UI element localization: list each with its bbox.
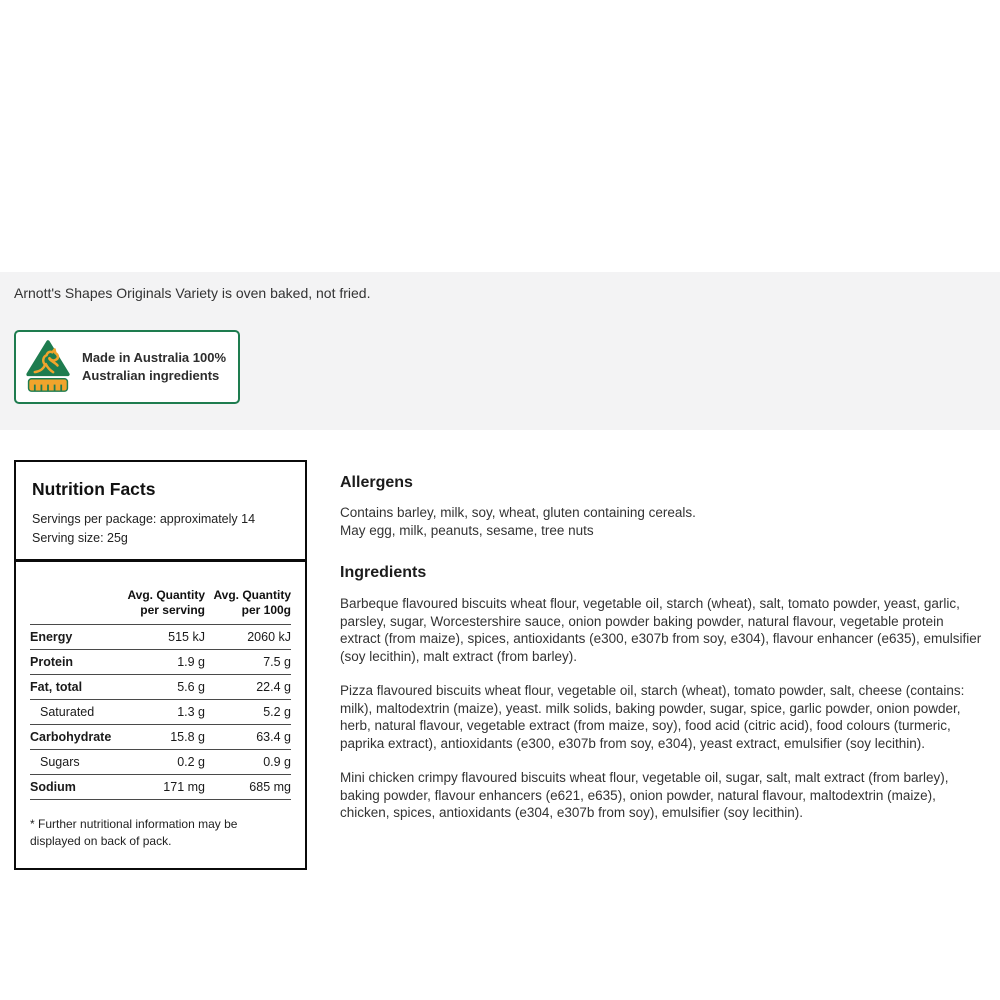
nutrient-label: Sugars [40,755,80,769]
nutrition-table-column-headers [30,562,291,625]
badge-text [82,349,226,385]
nutrient-label: Protein [30,655,74,669]
nutrient-label: Saturated [40,705,95,719]
nutrient-label: Sodium [30,780,76,794]
nutrient-row-fat-total [30,675,291,700]
value-per-100g: 22.4 g [256,680,291,694]
nutrition-facts-panel [14,460,307,870]
allergens-contains-text: Contains barley, milk, soy, wheat, gluten containing cereals. [340,505,696,520]
value-per-100g: 5.2 g [263,705,291,719]
nutrition-facts-title: Nutrition Facts [32,479,156,499]
allergens-ingredients-column [340,460,985,839]
nutrition-content-section [14,460,985,870]
nutrient-row-carbohydrate [30,725,291,750]
value-per-serving: 515 kJ [168,630,205,644]
australian-made-kangaroo-icon [26,338,70,396]
value-per-100g: 685 mg [249,780,291,794]
value-per-serving: 171 mg [163,780,205,794]
value-per-serving: 15.8 g [170,730,205,744]
nutrition-footnote: * Further nutritional information may be displayed on back of pack. [30,817,238,848]
badge-text-line2: Australian ingredients [82,368,220,383]
nutrient-row-protein [30,650,291,675]
ingredients-paragraph-chicken-crimpy: Mini chicken crimpy flavoured biscuits wheat flour, vegetable oil, sugar, salt, malt extract (from barley), baking powder, flavour enhancers (e621, e635), onion powder, natural flavour, maltodextrin (maize), chicken, spices, antioxidants (e304, e307b from soy), emulsifier (soy lecithin). [340,770,949,820]
value-per-serving: 1.3 g [177,705,205,719]
ingredients-paragraph-barbeque: Barbeque flavoured biscuits wheat flour, vegetable oil, starch (wheat), salt, tomato powder, yeast, garlic, parsley, sugar, Worcestershire sauce, onion powder baking powder, natural flavour, vegetable protein extract (from maize), spices, antioxidants (e300, e307b from soy, e304), flavour enhancer (e635), emulsifier (soy lecithin), malt extract (from barley). [340,596,982,664]
oven-baked-description: Arnott's Shapes Originals Variety is oven baked, not fried. [14,285,371,301]
value-per-100g: 7.5 g [263,655,291,669]
made-in-australia-badge [14,330,240,404]
ingredients-paragraph-pizza: Pizza flavoured biscuits wheat flour, vegetable oil, starch (wheat), tomato powder, salt, cheese (contains: milk), maltodextrin (maize), yeast. milk solids, baking powder, sugar, spice, garlic powder, onion powder, herb, natural flavour, vegetable extract (from maize, soy), food acid (citric acid), food colours (turmeric, paprika extract), antioxidants (e300, e307b from soy, e304), yeast extract, emulsifier (soy lecithin). [340,683,965,751]
allergens-may-contain-text: May egg, milk, peanuts, sesame, tree nuts [340,522,594,538]
value-per-100g: 63.4 g [256,730,291,744]
nutrient-row-energy [30,625,291,650]
nutrient-row-sodium [30,775,291,800]
value-per-serving: 0.2 g [177,755,205,769]
nutrition-facts-header [16,462,305,559]
nutrition-table [16,562,305,868]
serving-size-text: Serving size: 25g [32,531,128,545]
column-header-per-100g: Avg. Quantity per 100g [213,588,291,617]
column-header-per-serving: Avg. Quantity per serving [127,588,205,617]
value-per-100g: 0.9 g [263,755,291,769]
value-per-serving: 5.6 g [177,680,205,694]
badge-text-line1: Made in Australia 100% [82,349,227,365]
servings-per-package-text: Servings per package: approximately 14 [32,512,256,526]
nutrient-label: Carbohydrate [30,730,112,744]
nutrient-row-saturated [30,700,291,725]
value-per-serving: 1.9 g [177,655,205,669]
value-per-100g: 2060 kJ [247,630,291,644]
product-info-band [0,272,1000,430]
nutrient-label: Energy [30,630,73,644]
allergens-heading: Allergens [340,474,413,491]
nutrient-label: Fat, total [30,680,83,694]
nutrient-row-sugars [30,750,291,775]
ingredients-heading: Ingredients [340,564,427,581]
